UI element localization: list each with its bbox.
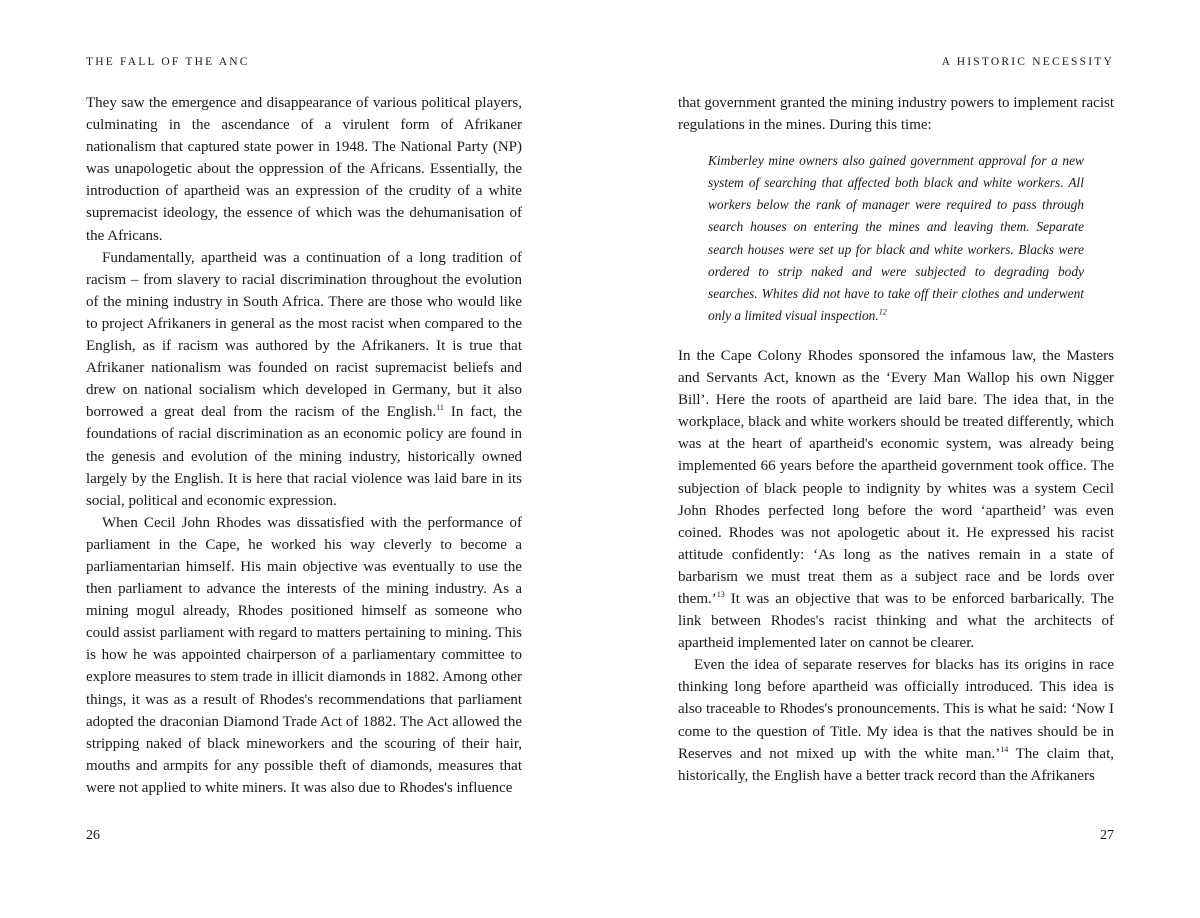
- footnote-ref-13: 13: [716, 589, 725, 599]
- paragraph: [678, 654, 1114, 787]
- footnote-ref-14: 14: [1000, 744, 1009, 754]
- footnote-ref-12: 12: [878, 307, 887, 317]
- quote-text: Kimberley mine owners also gained government approval for a new system of searching that affected both black and white workers. All workers below the rank of manager were required to pass through search houses on entering the mines and leaving them. Separate search houses were set up for black and white workers. Blacks were ordered to strip naked and were subjected to degrading body searches. Whites did not have to take off their clothes and underwent only a limited visual inspection.: [708, 153, 1084, 323]
- paragraph: When Cecil John Rhodes was dissatisfied with the performance of parliament in the Cape, he worked his way cleverly to become a parliamentarian himself. His main objective was eventually to use the then parliament to advance the interests of the mining industry. As a mining mogul already, Rhodes positioned himself as someone who could assist parliament with regard to matters pertaining to mining. This is how he was appointed chairperson of a parliamentary committee to explore measures to stem trade in illicit diamonds in 1882. Among other things, it was as a result of Rhodes's recommendations that parliament adopted the draconian Diamond Trade Act of 1882. The Act allowed the stripping naked of black mineworkers and the scouring of their hair, mouths and armpits for any possible theft of diamonds, measures that were not applied to white miners. It was also due to Rhodes's influence: [86, 514, 522, 796]
- page-number-left: 26: [86, 828, 100, 843]
- right-page: [678, 0, 1114, 918]
- text-run: In fact, the foundations of racial discrimination as an economic policy are found in the genesis and evolution of the mining industry, historically owned largely by the English. It is here that racial violence was laid bare in its social, political and economic expression.: [86, 404, 522, 509]
- left-page: [86, 0, 522, 918]
- paragraph: [86, 247, 522, 512]
- text-run: Even the idea of separate reserves for blacks has its origins in race thinking long before apartheid was officially introduced. This idea is also traceable to Rhodes's pronouncements. This is what he said: ‘Now I come to the question of Title. My idea is that the natives should be in Reserves and not mixed up with the white man.’: [678, 657, 1114, 762]
- paragraph: [678, 345, 1114, 654]
- left-page-body: [86, 92, 522, 799]
- running-head-left: THE FALL OF THE ANC: [86, 56, 250, 68]
- paragraph: They saw the emergence and disappearance of various political players, culminating in the ascendance of a virulent form of Afrikaner nationalism that captured state power in 1948. The National Party (NP) was unapologetic about the oppression of the Africans. Essentially, the introduction of apartheid was an expression of the crudity of a white supremacist ideology, the essence of which was the dehumanisation of the Africans.: [86, 95, 522, 244]
- right-page-body: [678, 92, 1114, 787]
- footnote-ref-11: 11: [436, 403, 444, 413]
- text-run: In the Cape Colony Rhodes sponsored the infamous law, the Masters and Servants Act, known as the ‘Every Man Wallop his own Nigger Bill’. Here the roots of apartheid are laid bare. The idea that, in the workplace, black and white workers should be treated differently, which was at the heart of apartheid's economic system, was already being implemented 66 years before the apartheid government took office. The subjection of black people to indignity by whites was a system Cecil John Rhodes perfected long before the word ‘apartheid’ was even coined. Rhodes was not apologetic about it. He expressed his racist attitude confidently: ‘As long as the natives remain in a state of barbarism we must treat them as a subject race and be lords over them.’: [678, 347, 1114, 607]
- text-run: Fundamentally, apartheid was a continuation of a long tradition of racism – from slavery to racial discrimination throughout the evolution of the mining industry in South Africa. There are those who would like to project Afrikaners in general as the most racist when compared to the English, as if racism was authored by the Afrikaners. It is true that Afrikaner nationalism was founded on racist supremacist beliefs and drew on national socialism which developed in Germany, but it also borrowed a great deal from the racism of the English.: [86, 249, 522, 421]
- running-head-right: A HISTORIC NECESSITY: [941, 56, 1114, 68]
- page-number-right: 27: [1100, 828, 1114, 843]
- block-quote: [708, 150, 1084, 327]
- paragraph: that government granted the mining industry powers to implement racist regulations in the mines. During this time:: [678, 95, 1114, 134]
- text-run: The claim that, historically, the English have a better track record than the Afrikaners: [678, 745, 1114, 784]
- text-run: It was an objective that was to be enforced barbarically. The link between Rhodes's racist thinking and what the architects of apartheid implemented later on cannot be clearer.: [678, 590, 1114, 652]
